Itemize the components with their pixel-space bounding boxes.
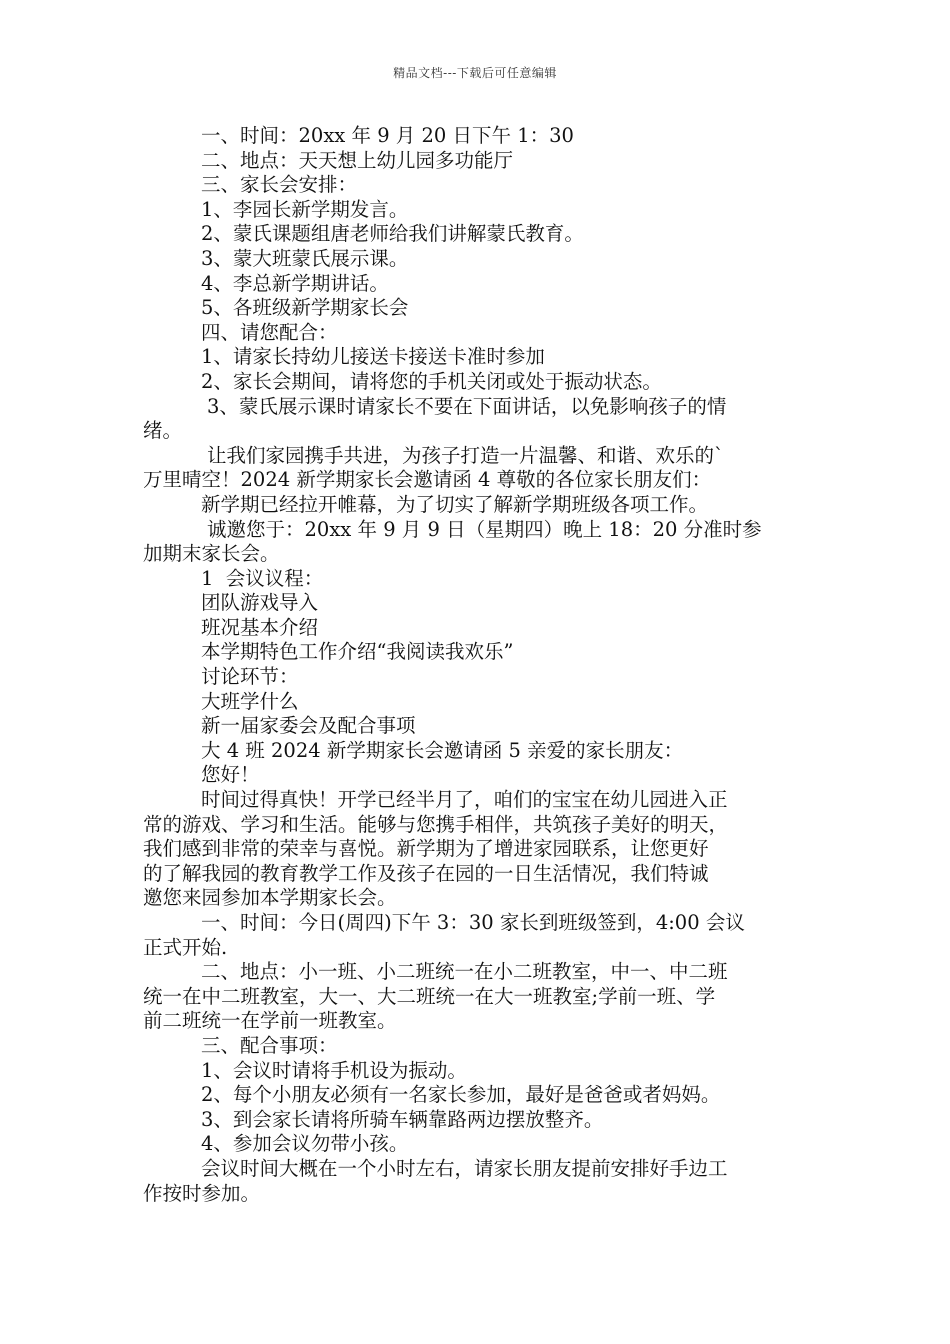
text-line: 一、时间：20xx 年 9 月 20 日下午 1：30 [201,124,574,147]
text-line: 时间过得真快！开学已经半月了，咱们的宝宝在幼儿园进入正 [201,788,728,812]
text-line: 3、蒙大班蒙氏展示课。 [201,246,409,270]
text-line: 的了解我园的教育教学工作及孩子在园的一日生活情况，我们特诚 [143,861,709,885]
text-line: 一、时间：今日(周四)下午 3：30 家长到班级签到，4:00 会议 [201,911,745,934]
text-line: 1、会议时请将手机设为振动。 [201,1058,467,1082]
text-line: 大 4 班 2024 新学期家长会邀请函 5 亲爱的家长朋友： [201,738,684,762]
text-line: 3、蒙氏展示课时请家长不要在下面讲话，以免影响孩子的情 [207,394,727,418]
text-line: 1 会议议程： [201,566,324,590]
text-line: 班况基本介绍 [201,615,319,639]
text-line: 会议时间大概在一个小时左右，请家长朋友提前安排好手边工 [201,1156,728,1180]
text-line: 4、参加会议勿带小孩。 [201,1132,409,1156]
text-line: 团队游戏导入 [201,591,319,615]
text-line: 1、李园长新学期发言。 [201,197,409,221]
page-header: 精品文档---下载后可任意编辑 [393,66,557,80]
text-line: 我们感到非常的荣幸与喜悦。新学期为了增进家园联系，让您更好 [143,837,709,861]
text-line: 诚邀您于：20xx 年 9 月 9 日（星期四）晚上 18：20 分准时参 [207,517,762,541]
text-line: 5、各班级新学期家长会 [201,296,409,320]
text-line: 让我们家园携手共进，为孩子打造一片温馨、和谐、欢乐的` [207,443,724,467]
text-line: 常的游戏、学习和生活。能够与您携手相伴，共筑孩子美好的明天， [143,812,729,836]
text-line: 3、到会家长请将所骑车辆靠路两边摆放整齐。 [201,1107,604,1131]
text-line: 4、李总新学期讲话。 [201,271,389,295]
text-line: 邀您来园参加本学期家长会。 [143,886,397,910]
text-line: 四、请您配合： [201,320,338,344]
text-line: 作按时参加。 [143,1181,261,1205]
text-line: 新一届家委会及配合事项 [201,714,416,738]
text-line: 万里晴空！2024 新学期家长会邀请函 4 尊敬的各位家长朋友们： [143,468,712,492]
text-line: 三、配合事项： [201,1033,338,1057]
text-line: 加期末家长会。 [143,542,280,566]
text-line: 2、家长会期间，请将您的手机关闭或处于振动状态。 [201,369,662,393]
text-line: 2、每个小朋友必须有一名家长参加，最好是爸爸或者妈妈。 [201,1083,721,1107]
text-line: 新学期已经拉开帷幕，为了切实了解新学期班级各项工作。 [201,492,709,516]
text-line: 二、地点：天天想上幼儿园多功能厅 [201,148,514,172]
text-line: 绪。 [143,419,183,443]
text-line: 统一在中二班教室，大一、大二班统一在大一班教室;学前一班、学 [143,984,716,1008]
text-line: 正式开始. [143,935,228,959]
text-line: 2、蒙氏课题组唐老师给我们讲解蒙氏教育。 [201,222,584,246]
text-line: 大班学什么 [201,689,299,713]
text-line: 三、家长会安排： [201,173,358,197]
document-body [143,124,809,1206]
text-line: 您好！ [201,763,260,787]
text-line: 讨论环节： [201,665,299,689]
text-line: 前二班统一在学前一班教室。 [143,1009,397,1033]
text-line: 本学期特色工作介绍“我阅读我欢乐” [201,640,514,664]
text-line: 二、地点：小一班、小二班统一在小二班教室，中一、中二班 [201,960,728,984]
text-line: 1、请家长持幼儿接送卡接送卡准时参加 [201,345,545,369]
